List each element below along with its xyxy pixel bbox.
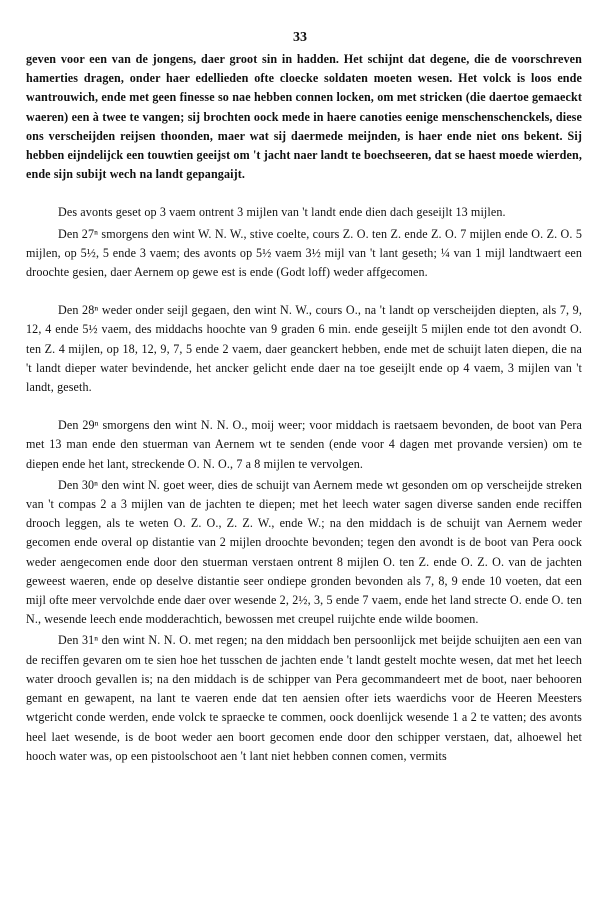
- paragraph: Den 27ⁿ smorgens den wint W. N. W., stive coelte, cours Z. O. ten Z. ende Z. O. 7 mijlen ende O. Z. O. 5 mijlen, op 5½, 5 ende 3 vaem; des avonts op 5½ vaem 3½ mijl van 't lant geseth; ¼ van 1 mijl landtwaert een droochte gesien, daer Aernem op gewe est is ende (Godt loff) weder affgecomen.: [26, 226, 582, 280]
- paragraph: Den 28ⁿ weder onder seijl gegaen, den wint N. W., cours O., na 't landt op verscheijden diepten, als 7, 9, 12, 4 ende 5½ vaem, des middachs hoochte van 9 graden 6 min. ende geseijlt 5 mijlen ende tot den avondt O. ten Z. 4 mijlen, op 18, 12, 9, 7, 5 ende 2 vaem, daer geanckert hebben, ende met de schuijt laten diepen, die na 't landt dieper water bevindende, het ancker gelicht ende daer na toe geseijlt ende op 4 vaem, 3 mijlen van 't landt, geseth.: [26, 303, 582, 395]
- paragraph: Den 31ⁿ den wint N. N. O. met regen; na den middach ben persoonlijck met beijde schuijten aen een van de reciffen gevaren om te sien hoe het tusschen de jachten ende 't landt gestelt mochte wesen, dat met het leech water drooch gevallen is; na den middach is de schipper van Pera gecommandeert met de boot, naer behooren gemant en gewapent, na lant te vaeren ende dat ten aensien ofter iets waerdichs voor de Heeren Meesters wtgericht conde werden, ende volck te spraecke te commen, oock doenlijck wesende 1 a 2 te vatten; des avonts heel laet wesende, is de boot weder aen boort gecomen ende door den schipper verstaen, dat, alhoewel het hooch water was, op een pistoolschoot aen 't lant niet hebben connen comen, vermits: [26, 633, 582, 763]
- paragraph: Des avonts geset op 3 vaem ontrent 3 mijlen van 't landt ende dien dach geseijlt 13 mijlen.: [58, 205, 506, 220]
- paragraph: Den 30ⁿ den wint N. goet weer, dies de schuijt van Aernem mede wt gesonden om op verscheijde streken van 't compas 2 a 3 mijlen van de jachten te diepen; met het leech water sagen diverse sanden ende reciffen drooch leggen, als te weten O. Z. O., Z. Z. W., ende W.; na den middach is de schuijt van Aernem weder gecomen ende overal op distantie van 2 mijlen droochte bevonden; tegen den avondt is de boot van Pera oock weder aengecomen ende door den stuerman verstaen ontrent 8 mijlen O. ten Z. ende O. Z. O. van de jachten geweest waeren, ende op deselve distantie seer ondiepe gronden bevonden als 7, 8, 9 ende 10 voeten, dat een mijl ofte meer vervolchde ende daer over wesende 2, 2½, 3, 5 ende 7 vaem, ende het land strecte O. ende O. ten N., wesende leech ende modderachtich, bewossen met creupel ruijchte ende wilde boomen.: [26, 477, 582, 627]
- body-text: [26, 50, 582, 766]
- page-number: 33: [293, 30, 307, 45]
- paragraph: geven voor een van de jongens, daer groot sin in hadden. Het schijnt dat degene, die de voorschreven hamerties dragen, onder haer edellieden ofte cloecke soldaten moeten wesen. Het volck is loos ende wantrouwich, ende met geen finesse so nae hebben connen locken, om met stricken (die daertoe gemaeckt waeren) een à twee te vangen; sij brochten oock mede in haere canoties eenige menschenschenckels, diese ons verscheijden reijsen thoonden, maer wat sij daermede meijnden, is haer ende niet ons bekent. Sij hebben eijndelijck een touwtien geeijst om 't jacht naer landt te boechseeren, dat se haest moede wierden, ende sijn subijt wech na landt gepangaijt.: [26, 52, 582, 182]
- paragraph: Den 29ⁿ smorgens den wint N. N. O., moij weer; voor middach is raetsaem bevonden, de boot van Pera met 13 man ende den stuerman van Aernem wt te senden (ende voor 4 dagen met provande versien) om te diepen ende het lant, streckende O. N. O., 7 a 8 mijlen te vervolgen.: [26, 418, 582, 471]
